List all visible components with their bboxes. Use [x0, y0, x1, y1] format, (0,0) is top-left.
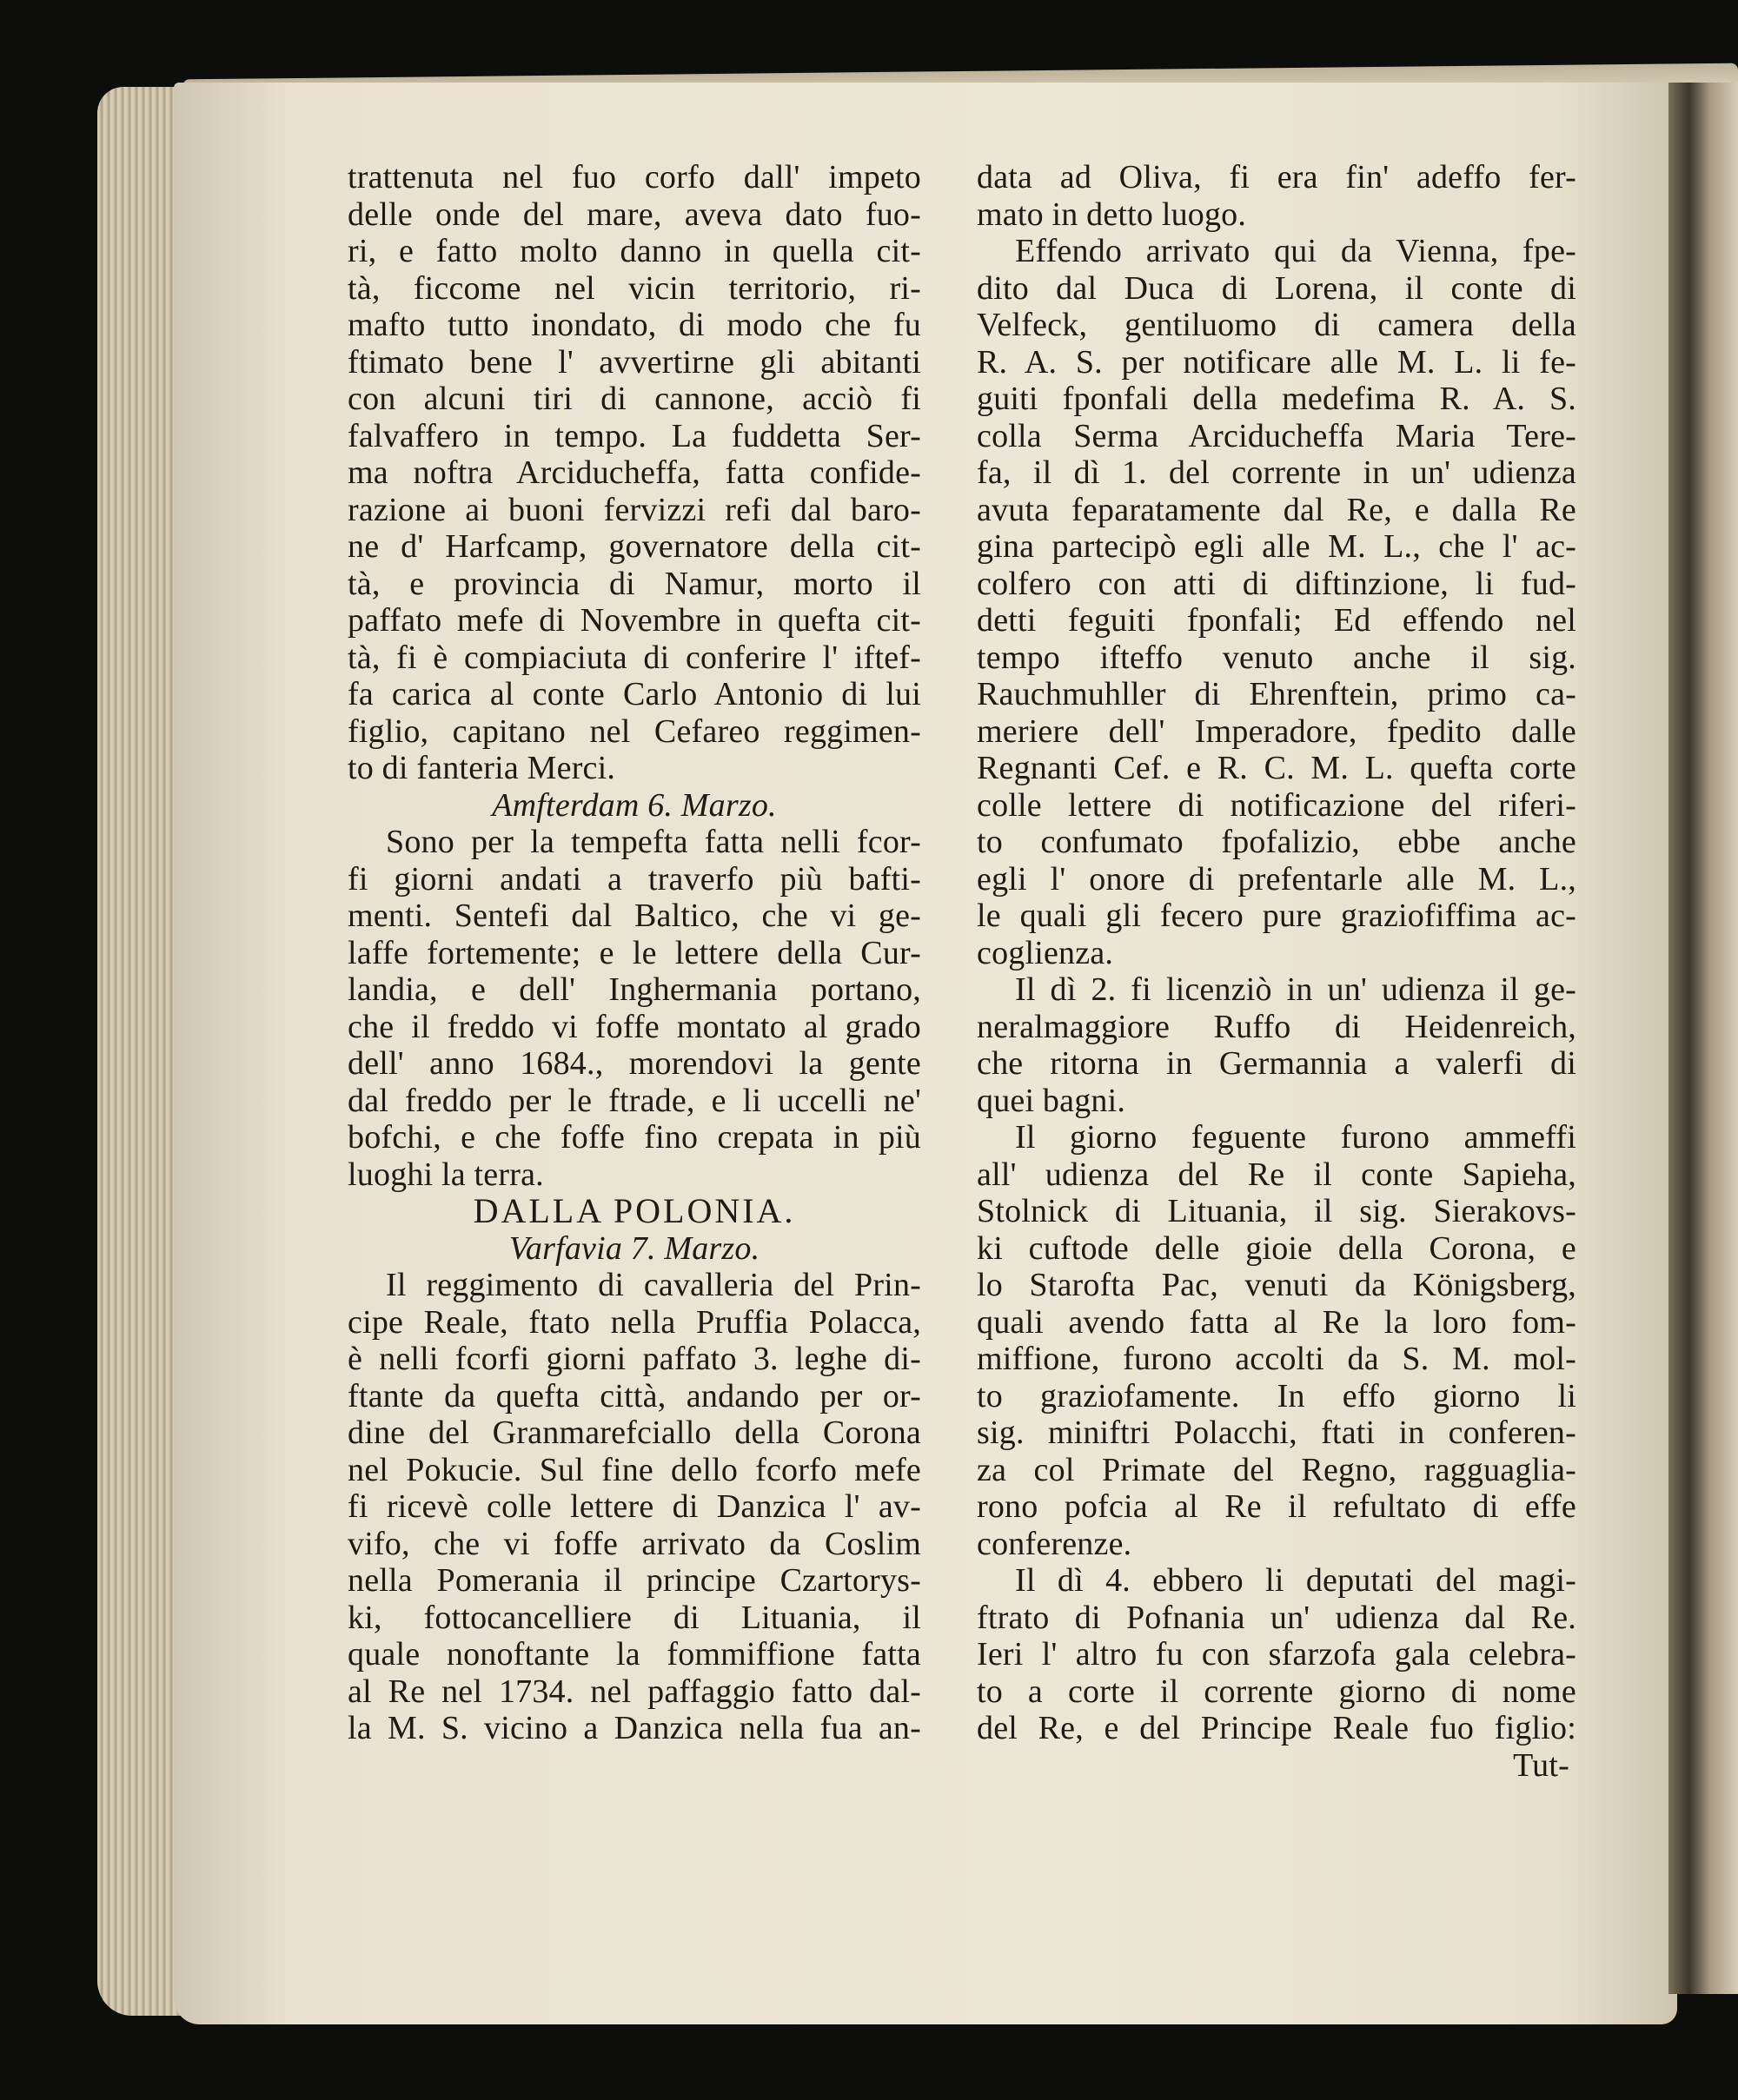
text-line: mato in detto luogo.: [977, 195, 1247, 233]
book-gutter: [1668, 83, 1738, 1994]
text-line: ftrato di Pofnania un' udienza dal Re.: [977, 1599, 1576, 1636]
text-line: che il freddo vi foffe montato al grado: [348, 1008, 921, 1045]
text-line: coglienza.: [977, 934, 1114, 971]
text-line: al Re nel 1734. nel paffaggio fatto dal-: [348, 1673, 921, 1710]
text-line: landia, e dell' Inghermania portano,: [348, 971, 921, 1008]
text-line: bofchi, e che foffe fino crepata in più: [348, 1119, 921, 1156]
text-line: laffe fortemente; e le lettere della Cur-: [348, 934, 921, 971]
text-line: la M. S. vicino a Danzica nella fua an-: [348, 1710, 921, 1746]
right-text-column: [977, 159, 1576, 1784]
text-line: vifo, che vi foffe arrivato da Coslim: [348, 1525, 921, 1562]
text-line: ftimato bene l' avvertirne gli abitanti: [348, 343, 921, 381]
text-line: ne d' Harfcamp, governatore della cit-: [348, 528, 921, 565]
text-line: conferenze.: [977, 1525, 1132, 1562]
text-line: Il reggimento di cavalleria del Prin-: [386, 1267, 921, 1303]
text-line: guiti fponfali della medefima R. A. S.: [977, 381, 1576, 417]
text-line: fi giorni andati a traverfo più bafti-: [348, 860, 921, 898]
text-line: che ritorna in Germannia a valerfi di: [977, 1045, 1576, 1082]
text-line: rono pofcia al Re il refultato di effe: [977, 1488, 1576, 1525]
text-line: fa carica al conte Carlo Antonio di lui: [348, 676, 921, 712]
text-line: za col Primate del Regno, ragguaglia-: [977, 1451, 1576, 1488]
text-line: colla Serma Arciducheffa Maria Tere-: [977, 417, 1576, 454]
text-line: tà, e provincia di Namur, morto il: [348, 565, 921, 602]
text-line: menti. Sentefi dal Baltico, che vi ge-: [348, 898, 921, 934]
text-line: ki cuftode delle gioie della Corona, e: [977, 1229, 1576, 1267]
text-line: tà, fi è compiaciuta di conferire l' iftef-: [348, 639, 921, 676]
text-line: tà, ficcome nel vicin territorio, ri-: [348, 269, 921, 307]
text-line: to confumato fpofalizio, ebbe anche: [977, 824, 1576, 860]
text-line: to di fanteria Merci.: [348, 750, 616, 786]
text-line: avuta feparatamente dal Re, e dalla Re: [977, 491, 1576, 528]
text-line: ftante da quefta città, andando per or-: [348, 1377, 921, 1414]
section-heading: DALLA POLONIA.: [473, 1191, 796, 1230]
text-line: miffione, furono accolti da S. M. mol-: [977, 1341, 1576, 1377]
text-line: dell' anno 1684., morendovi la gente: [348, 1045, 921, 1082]
text-line: lo Starofta Pac, venuti da Königsberg,: [977, 1267, 1576, 1303]
text-line: colle lettere di notificazione del riferi-: [977, 786, 1576, 824]
text-line: quali avendo fatta al Re la loro fom-: [977, 1303, 1576, 1341]
text-line: è nelli fcorfi giorni paffato 3. leghe di-: [348, 1341, 921, 1377]
dateline: Varfavia 7. Marzo.: [508, 1229, 760, 1267]
text-line: fa, il dì 1. del corrente in un' udienza: [977, 454, 1576, 491]
text-line: con alcuni tiri di cannone, acciò fi: [348, 381, 921, 417]
text-line: quei bagni.: [977, 1082, 1126, 1119]
text-line: egli l' onore di prefentarle alle M. L.,: [977, 860, 1576, 898]
text-line: ma noftra Arciducheffa, fatta confide-: [348, 454, 921, 491]
left-text-column: [348, 159, 921, 1747]
text-line: le quali gli fecero pure graziofiffima ac-: [977, 898, 1576, 934]
text-line: gina partecipò egli alle M. L., che l' ac-: [977, 528, 1576, 565]
text-line: dal freddo per le ftrade, e li uccelli ne': [348, 1082, 921, 1119]
text-line: del Re, e del Principe Reale fuo figlio:: [977, 1710, 1576, 1746]
text-line: neralmaggiore Ruffo di Heidenreich,: [977, 1008, 1576, 1045]
text-line: dine del Granmarefciallo della Corona: [348, 1414, 921, 1451]
text-line: fi ricevè colle lettere di Danzica l' av-: [348, 1488, 921, 1525]
text-line: delle onde del mare, aveva dato fuo-: [348, 195, 921, 233]
text-line: paffato mefe di Novembre in quefta cit-: [348, 602, 921, 639]
text-line: to graziofamente. In effo giorno li: [977, 1377, 1576, 1414]
text-line: razione ai buoni fervizzi refi dal baro-: [348, 491, 921, 528]
text-line: ki, fottocancelliere di Lituania, il: [348, 1599, 921, 1636]
text-line: Il dì 2. fi licenziò in un' udienza il ge-: [1015, 971, 1576, 1008]
text-line: nel Pokucie. Sul fine dello fcorfo mefe: [348, 1451, 921, 1488]
text-line: quale nonoftante la fommiffione fatta: [348, 1636, 921, 1673]
text-line: figlio, capitano nel Cefareo reggimen-: [348, 712, 921, 750]
text-line: Regnanti Cef. e R. C. M. L. quefta corte: [977, 750, 1576, 786]
text-line: tempo ifteffo venuto anche il sig.: [977, 639, 1576, 676]
text-line: luoghi la terra.: [348, 1156, 544, 1193]
text-line: cipe Reale, ftato nella Pruffia Polacca,: [348, 1303, 921, 1341]
text-line: colfero con atti di diftinzione, li fud-: [977, 565, 1576, 602]
catchword: Tut-: [1513, 1746, 1569, 1784]
text-line: dito dal Duca di Lorena, il conte di: [977, 269, 1576, 307]
text-line: Il dì 4. ebbero li deputati del magi-: [1015, 1562, 1576, 1599]
text-line: Ieri l' altro fu con sfarzofa gala celebra-: [977, 1636, 1576, 1673]
text-line: data ad Oliva, fi era fin' adeffo fer-: [977, 159, 1576, 195]
text-line: Effendo arrivato qui da Vienna, fpe-: [1015, 233, 1576, 269]
text-line: Stolnick di Lituania, il sig. Sierakovs-: [977, 1193, 1576, 1229]
text-line: nella Pomerania il principe Czartorys-: [348, 1562, 921, 1599]
text-line: Sono per la tempefta fatta nelli fcor-: [386, 824, 921, 860]
text-line: ri, e fatto molto danno in quella cit-: [348, 233, 921, 269]
text-line: detti feguiti fponfali; Ed effendo nel: [977, 602, 1576, 639]
text-line: to a corte il corrente giorno di nome: [977, 1673, 1576, 1710]
text-line: falvaffero in tempo. La fuddetta Ser-: [348, 417, 921, 454]
text-line: Rauchmuhller di Ehrenftein, primo ca-: [977, 676, 1576, 712]
text-line: Il giorno feguente furono ammeffi: [1015, 1119, 1576, 1156]
text-line: all' udienza del Re il conte Sapieha,: [977, 1156, 1576, 1193]
dateline: Amfterdam 6. Marzo.: [492, 786, 777, 824]
text-line: Velfeck, gentiluomo di camera della: [977, 307, 1576, 343]
text-line: R. A. S. per notificare alle M. L. li fe-: [977, 343, 1576, 381]
text-line: mafto tutto inondato, di modo che fu: [348, 307, 921, 343]
text-line: sig. miniftri Polacchi, ftati in conferen-: [977, 1414, 1576, 1451]
text-line: meriere dell' Imperadore, fpedito dalle: [977, 712, 1576, 750]
text-line: trattenuta nel fuo corfo dall' impeto: [348, 159, 921, 195]
